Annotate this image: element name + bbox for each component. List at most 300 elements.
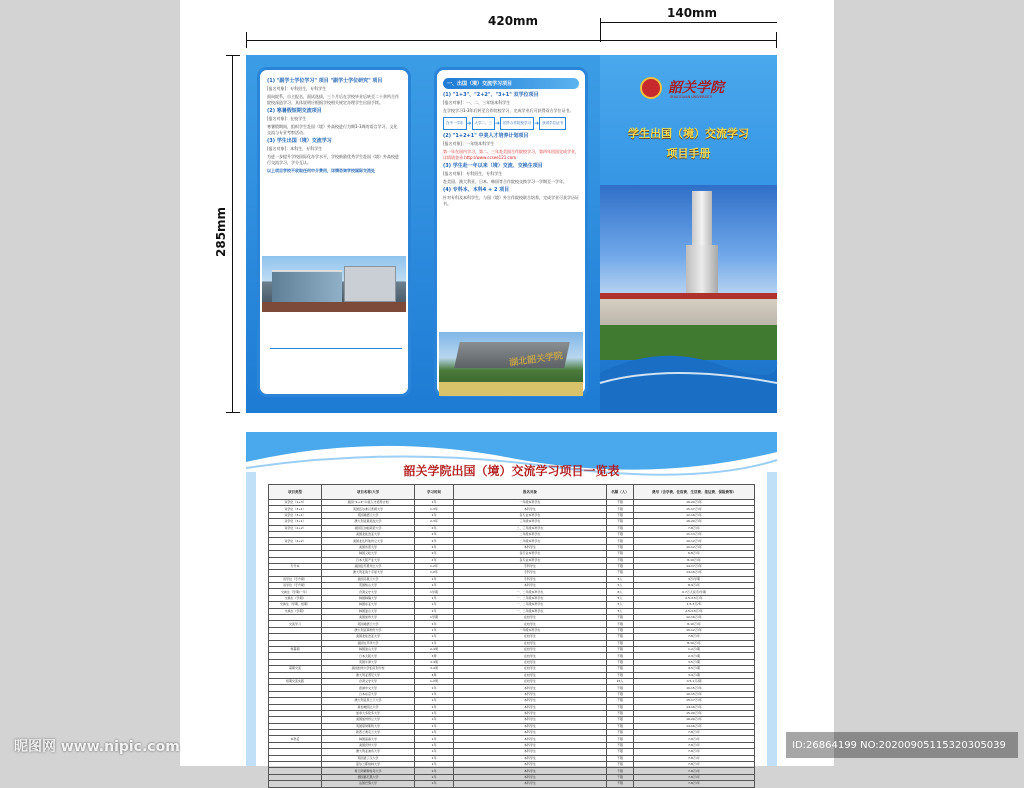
table-cell: 14-16万/年 (634, 704, 755, 710)
section-line: [报名对象]：本科生，专科学生 (267, 146, 323, 151)
table-cell: 2年 (415, 531, 454, 537)
table-cell: 14-17万/年 (634, 563, 755, 569)
table-cell: 1年 (415, 602, 454, 608)
table-cell: 7-8万/年 (634, 525, 755, 531)
table-cell: 1年 (415, 685, 454, 691)
width-dim-tick-left (246, 32, 247, 48)
table-cell: 澳大利亚悉尼大学 (322, 672, 415, 678)
table-cell: 5人 (607, 576, 634, 582)
table-cell: 16-20万/年 (634, 500, 755, 506)
table-cell: 韩国釜山大学 (322, 608, 415, 614)
table-cell: 美国北佐治亚大学 (322, 634, 415, 640)
table-cell (269, 781, 322, 787)
table-cell: 本科学生 (454, 762, 607, 768)
table-cell: 不限 (607, 742, 634, 748)
campus-tower-photo (600, 185, 777, 360)
table-cell: 双学位（3+1） (269, 512, 322, 518)
table-cell: 7-8万/年 (634, 755, 755, 761)
table-cell: 不限 (607, 512, 634, 518)
table-cell: 6-8万/年 (634, 551, 755, 557)
table-cell: 美国加州州立大学 (322, 717, 415, 723)
table-cell: 双学位（2+2） (269, 525, 322, 531)
header-cell: 报名对象 (454, 485, 607, 500)
table-cell: 在校学生 (454, 653, 607, 659)
table-cell: 美国加州大学 (322, 615, 415, 621)
table-cell: 0.5-1万/期 (634, 678, 755, 684)
table-row (269, 781, 755, 787)
table-cell: 本科学生 (454, 768, 607, 774)
table-cell: 交换生（学期） (269, 595, 322, 601)
table-cell: 本科学生 (454, 685, 607, 691)
panel1-section-2 (267, 108, 401, 136)
table-cell: 1年 (415, 768, 454, 774)
table-cell: 不限 (607, 781, 634, 787)
table-cell: 不限 (607, 762, 634, 768)
width-dim-tick-right (776, 32, 777, 48)
table-cell: 不限 (607, 506, 634, 512)
table-cell: 2年 (415, 544, 454, 550)
table-cell: 韩国高丽大学 (322, 736, 415, 742)
table-cell: 双学位（3+1） (269, 519, 322, 525)
banner-text: 一、出国（境）交流学习项目 (447, 81, 513, 87)
item-heading: (2) "1+2+1" 中美人才培养计划项目 (443, 133, 529, 139)
table-cell: 德国慕尼黑大学 (322, 774, 415, 780)
flow-step: 大学二、三 (472, 117, 496, 130)
section-line: 为进一步提升学校国际化办学水平，学校鼓励优秀学生赴国（境）外高校进行交流学习，学分互认。 (267, 154, 399, 165)
table-cell: 1年 (415, 500, 454, 506)
table-cell: 14-16万/年 (634, 570, 755, 576)
table-cell: 2-3万/期 (634, 653, 755, 659)
item-heading: (1) "1+3"、"2+2"、"3+1" 双学位项目 (443, 92, 539, 98)
table-cell: 不限 (607, 615, 634, 621)
table-cell: 3-4周 (415, 659, 454, 665)
table-cell: 本科学生 (454, 774, 607, 780)
table-cell: 美国马里兰大学 (322, 576, 415, 582)
table-cell: 1-2周 (415, 678, 454, 684)
table-cell: 1年 (415, 723, 454, 729)
table-cell: 8-9万/年 (634, 583, 755, 589)
table-cell: 美国太平洋大学 (322, 640, 415, 646)
table-cell: 1年 (415, 583, 454, 589)
table-cell: 在校学生 (454, 621, 607, 627)
table-cell: 1年 (415, 627, 454, 633)
table-cell: 7-8万/年 (634, 781, 755, 787)
table-cell: 韩国又松大学 (322, 551, 415, 557)
table-cell: 本科学生 (454, 544, 607, 550)
table-cell: 1年 (415, 704, 454, 710)
table-cell: 双学位（专升硕） (269, 576, 322, 582)
gate-sign: 湖北韶关学院 (508, 351, 564, 369)
table-cell: 新加坡国立大学 (322, 704, 415, 710)
table-cell: 1学期 (415, 615, 454, 621)
table-cell: 0.7万人民币/学期 (634, 589, 755, 595)
logo-subtext: SHAOGUAN UNIVERSITY (670, 95, 713, 99)
table-cell: 1年 (415, 698, 454, 704)
panel1-section-1 (267, 78, 401, 106)
table-cell: 日本大阪产业大学 (322, 557, 415, 563)
table-cell: 1年 (415, 608, 454, 614)
cover-wave (600, 343, 777, 413)
table-cell: 2.5-3.5万/年 (634, 595, 755, 601)
panel-cover (600, 55, 777, 413)
table-cell: 本科学生 (454, 717, 607, 723)
table-cell: 交换生（学期/一年） (269, 589, 322, 595)
table-cell: 双学位（2+2） (269, 538, 322, 544)
table-cell: 美国肯恩大学 (322, 544, 415, 550)
table-cell: 12-16万/年 (634, 615, 755, 621)
table-cell: 1学期 (415, 589, 454, 595)
panel-left (246, 55, 423, 413)
project-table-sheet (246, 432, 777, 786)
table-cell: 英国曼彻斯特大学 (322, 723, 415, 729)
table-cell: 不限 (607, 768, 634, 774)
table-cell: 5人 (607, 595, 634, 601)
header-cell: 名额（人） (607, 485, 634, 500)
campus-gate-photo (439, 332, 583, 396)
table-cell: 1年 (415, 634, 454, 640)
table-body (269, 500, 755, 788)
table-cell: 美国北佐治亚大学 (322, 531, 415, 537)
table-cell: 英国桑德兰大学 (322, 621, 415, 627)
table-cell: 1年 (415, 781, 454, 787)
table-cell: 不限 (607, 653, 634, 659)
section-heading: (3) 学生出国（境）交流学习 (267, 138, 332, 144)
brochure-outer-side (246, 55, 777, 413)
table-cell: 爱尔兰都柏林大学 (322, 762, 415, 768)
height-dim-tick-bottom (226, 412, 240, 413)
table-cell: 15-20万/年 (634, 710, 755, 716)
table-cell: 不限 (607, 749, 634, 755)
table-cell: 7-8万/年 (634, 749, 755, 755)
table-cell: 8人 (607, 589, 634, 595)
arrow-icon: ➜ (534, 120, 540, 127)
panel-dim-line (600, 22, 777, 23)
table-cell: 不限 (607, 666, 634, 672)
table-cell: 不限 (607, 717, 634, 723)
table-cell: 不限 (607, 659, 634, 665)
table-cell: 不限 (607, 723, 634, 729)
table-cell: 专科学生 (454, 563, 607, 569)
item-heading: (3) 学生赴一年以来（境）交流、交换生项目 (443, 163, 543, 169)
table-cell: 新西兰奥克兰大学 (322, 730, 415, 736)
item-line: 在学校学习1-3年后转至合作院校学习，完成学业后可获得双方学位证书。 (443, 108, 574, 113)
table-cell: 15人 (607, 678, 634, 684)
item-line: [报名对象]：一年级本科学生 (443, 141, 495, 146)
table-cell: 各专业本科学生 (454, 512, 607, 518)
table-cell: 4周 (415, 672, 454, 678)
table-cell: 日本大阪大学 (322, 653, 415, 659)
panel1-note: 以上项目学校不收取任何中介费用，详情咨询学校国际交流处 (267, 168, 375, 173)
table-cell: 3-5万/期 (634, 659, 755, 665)
table-cell: 美国密苏里州立大学 (322, 563, 415, 569)
table-cell: 交换生（学期） (269, 608, 322, 614)
table-cell: 2年 (415, 538, 454, 544)
table-cell: 一年级本科学生 (454, 500, 607, 506)
table-cell: 1年 (415, 755, 454, 761)
table-cell: 台湾义守大学 (322, 678, 415, 684)
table-cell: 英国桑德兰大学 (322, 512, 415, 518)
table-cell: 不限 (607, 730, 634, 736)
table-cell: 美国北达科他州立大学 (322, 538, 415, 544)
table-cell: 澳大利亚堪培拉大学 (322, 519, 415, 525)
table-cell: 1-3年 (415, 506, 454, 512)
table-cell: 16-20万/年 (634, 519, 755, 525)
panel2-banner (443, 78, 579, 89)
table-cell: 一、二年级本科学生 (454, 589, 607, 595)
width-dimension: 420mm (488, 14, 539, 28)
table-cell: 1年 (415, 576, 454, 582)
table-cell: 2-4周 (415, 646, 454, 652)
header-cell: 费用（含学费、住宿费、生活费、签证费、保险费等） (634, 485, 755, 500)
table-cell: 4-5万/期 (634, 666, 755, 672)
arrow-icon: ➜ (495, 120, 501, 127)
panel-dim-tick-left (600, 18, 601, 42)
photo-caption-line (270, 348, 402, 349)
table-cell: 各专业本科学生 (454, 551, 607, 557)
table-cell: 短期交流实践 (269, 678, 322, 684)
table-cell: 日本东京大学 (322, 691, 415, 697)
table-cell: 不限 (607, 519, 634, 525)
flow-step: 获得学位证书 (539, 117, 566, 130)
table-cell: 1年 (415, 595, 454, 601)
table-cell: 1年 (415, 762, 454, 768)
arrow-icon: ➜ (466, 120, 472, 127)
width-dim-line (246, 40, 777, 41)
table-cell: 本科学生 (454, 742, 607, 748)
table-cell: 2.5-3.5万/年 (634, 608, 755, 614)
table-cell: 不限 (607, 640, 634, 646)
table-cell: 不限 (607, 634, 634, 640)
table-cell: 双学位（3+1） (269, 506, 322, 512)
table-cell: 1年 (415, 749, 454, 755)
table-cell: 不限 (607, 570, 634, 576)
table-cell: 7-8万/年 (634, 634, 755, 640)
logo-text: 韶关学院 (668, 80, 724, 96)
table-cell: 不限 (607, 704, 634, 710)
table-cell: 美国加州大学伯克利分校 (322, 666, 415, 672)
panel2-card (434, 67, 588, 397)
project-table (268, 484, 755, 788)
table-cell: 1年 (415, 774, 454, 780)
table-cell: 不限 (607, 500, 634, 506)
right-border-strip (767, 472, 777, 766)
table-cell: 韩国东亚大学 (322, 602, 415, 608)
item-heading: (4) 专科本、本科4 + 2 项目 (443, 187, 510, 193)
table-cell: 美国瓦尔帕莱索大学 (322, 525, 415, 531)
table-cell: 法国巴黎大学 (322, 781, 415, 787)
table-title: 韶关学院出国（境）交流学习项目一览表 (403, 464, 620, 478)
table-cell: 韩国韩瑞大学 (322, 595, 415, 601)
table-cell: 本科学生 (454, 506, 607, 512)
table-cell: 7-8万/年 (634, 742, 755, 748)
table-cell: 不限 (607, 774, 634, 780)
cover-title-line2: 项目手册 (666, 147, 711, 160)
table-cell: 2年 (415, 551, 454, 557)
panel1-section-3 (267, 138, 401, 166)
table-cell: 本科学生 (454, 691, 607, 697)
table-cell: 不限 (607, 538, 634, 544)
table-cell: 专升本 (269, 563, 322, 569)
table-cell: 3万/学期 (634, 576, 755, 582)
table-cell: 3-4万/期 (634, 672, 755, 678)
table-cell: 不限 (607, 551, 634, 557)
header-cell: 学习时间 (415, 485, 454, 500)
table-cell: 暑期交流 (269, 666, 322, 672)
header-cell: 项目类型 (269, 485, 322, 500)
table-cell: 10-15万/年 (634, 691, 755, 697)
table-cell: 1-2万/期 (634, 646, 755, 652)
table-cell: 寒暑期 (269, 646, 322, 652)
table-cell: 不限 (607, 672, 634, 678)
table-cell: 2年 (415, 525, 454, 531)
flow-step: 在中一学年 (443, 117, 467, 130)
section-line: 寒暑假期间，组织学生赴国（境）外高校进行为期1-3周的语言学习、文化交流与专业考察活动。 (267, 124, 398, 135)
table-cell: 三年级本科学生 (454, 519, 607, 525)
table-cell: 英国牛津大学 (322, 659, 415, 665)
table-cell: 专科学生 (454, 576, 607, 582)
table-cell: 澳大利亚莫纳什大学 (322, 627, 415, 633)
table-cell: 双学位（1+3） (269, 500, 322, 506)
section-line: [报名对象]：在校学生 (267, 116, 307, 121)
table-cell: 韩国釜山大学 (322, 646, 415, 652)
table-cell: 在校学生 (454, 646, 607, 652)
table-cell: 二年级本科学生 (454, 531, 607, 537)
table-cell: 8-10万/年 (634, 557, 755, 563)
table-cell: 本科学生 (454, 583, 607, 589)
logo-circle-icon (640, 77, 662, 99)
table-cell: 澳大利亚迪肯大学 (322, 749, 415, 755)
table-cell: 2-3年 (415, 519, 454, 525)
image-id-text: ID:26864199 NO:20200905115320305039 (792, 740, 1006, 751)
table-cell: 在校学生 (454, 666, 607, 672)
table-cell: 交换生（学期、短期） (269, 602, 322, 608)
table-cell: 在校学生 (454, 678, 607, 684)
table-cell: 不限 (607, 531, 634, 537)
table-header-row (269, 485, 755, 500)
table-cell: 10-12万/年 (634, 627, 755, 633)
table-cell: 澳大利亚昆士兰大学 (322, 698, 415, 704)
table-cell: 一、二年级本科学生 (454, 595, 607, 601)
table-cell: 本科学生 (454, 704, 607, 710)
table-cell: 本科学生 (454, 730, 607, 736)
flow-diagram (443, 117, 579, 130)
table-cell: 不限 (607, 646, 634, 652)
section-heading: (1) "副学士学位学习" 项目 "副学士学位研究" 项目 (267, 78, 383, 84)
table-cell: 1年 (415, 710, 454, 716)
table-cell: 3周 (415, 653, 454, 659)
table-cell: 二、三年级本科学生 (454, 525, 607, 531)
table-cell: 10-15万/年 (634, 685, 755, 691)
table-cell: 1年 (415, 512, 454, 518)
table-cell: 1.5-3万/年 (634, 602, 755, 608)
table-cell: 不限 (607, 563, 634, 569)
table-cell: 16-20万/年 (634, 717, 755, 723)
item-line: [报名对象]：专科招生，专科学生 (443, 171, 503, 176)
item-line: 针对专科及本科学生，与国（境）外合作院校联合培养，完成学业可获学历证书。 (443, 195, 579, 206)
table-cell: 二年级本科学生 (454, 538, 607, 544)
table-cell: 10-12万/年 (634, 538, 755, 544)
table-cell: 英国诺丁汉大学 (322, 755, 415, 761)
table-cell: 1年 (415, 742, 454, 748)
table-cell: 7-8万/年 (634, 762, 755, 768)
section-line: 面向院系，自主报名，面试选拔，三个月后在学校毕业后转至二十余所合作院校深造学习，具体说明应根据学校相关规定办理学生出国手续。 (267, 94, 399, 105)
table-cell: 不限 (607, 627, 634, 633)
table-cell: 7-8万/年 (634, 730, 755, 736)
table-cell: 专科学生 (454, 570, 607, 576)
table-cell: 本科学生 (454, 781, 607, 787)
table-cell: 本科学生 (454, 755, 607, 761)
table-cell: 澳大利亚南十字星大学 (322, 570, 415, 576)
table-cell: 7-8万/年 (634, 774, 755, 780)
table-cell: 本科学生 (454, 710, 607, 716)
table-cell: 5人 (607, 583, 634, 589)
table-cell: 美国 "1+3" 中美人才培养计划 (322, 500, 415, 506)
panel-middle (423, 55, 600, 413)
table-cell: 在校学生 (454, 634, 607, 640)
table-cell: 英国知山大学 (322, 583, 415, 589)
table-cell: 11-13万/年 (634, 531, 755, 537)
item-line: [报名对象]：一、二、三年级本科学生 (443, 100, 511, 105)
table-cell: 不限 (607, 710, 634, 716)
table-cell: 一、二年级本科学生 (454, 602, 607, 608)
table-cell: 本科学生 (454, 749, 607, 755)
table-cell: 5人 (607, 608, 634, 614)
cover-title-line1: 学生出国（境）交流学习 (628, 127, 749, 140)
table-cell: 本科后 (269, 736, 322, 742)
table-cell: 不限 (607, 525, 634, 531)
height-dim-tick-top (226, 55, 240, 56)
panel-dimension: 140mm (667, 6, 718, 20)
table-cell: 8-10万/年 (634, 640, 755, 646)
table-cell: 不限 (607, 698, 634, 704)
table-cell: 英国伍尔弗汉普顿大学 (322, 506, 415, 512)
table-cell: 1-2年 (415, 570, 454, 576)
table-cell: 不限 (607, 544, 634, 550)
table-cell: 不限 (607, 736, 634, 742)
table-cell: 2年 (415, 557, 454, 563)
table-cell: 14-16万/年 (634, 723, 755, 729)
table-cell: 本科学生 (454, 723, 607, 729)
table-cell: 在校学生 (454, 672, 607, 678)
table-cell: 双学位（专升硕） (269, 583, 322, 589)
table-cell: 15-17万/年 (634, 506, 755, 512)
table-cell: 美国宾州大学 (322, 742, 415, 748)
section-line: [报名对象]：专科招生，专科学生 (267, 86, 327, 91)
table-cell: 1年 (415, 736, 454, 742)
table-cell: 各专业本科学生 (454, 557, 607, 563)
section-heading: (2) 寒暑假短期交流项目 (267, 108, 322, 114)
header-cell: 项目名称/大学 (322, 485, 415, 500)
table-cell: 3-4周 (415, 666, 454, 672)
nipic-watermark: 昵图网 www.nipic.com (14, 739, 180, 755)
table-cell: 在校学生 (454, 659, 607, 665)
item-line: 赴美国、澳大利亚、日本、韩国等合作院校交换学习一学期至一学年。 (443, 179, 567, 184)
table-cell: 12-16万/年 (634, 512, 755, 518)
table-cell: 交流学习 (269, 621, 322, 627)
panel1-card (257, 67, 411, 397)
table-cell: 1年 (415, 730, 454, 736)
left-border-strip (246, 472, 256, 766)
height-dim-line (232, 55, 233, 413)
table-cell: 加拿大多伦多大学 (322, 710, 415, 716)
table-cell: 8-10万/年 (634, 621, 755, 627)
table-cell: 不限 (607, 557, 634, 563)
table-cell: 1年 (415, 640, 454, 646)
flow-step: 国外合作院校学习 (500, 117, 534, 130)
height-dimension: 285mm (214, 206, 228, 257)
table-cell: 7-8万/年 (634, 736, 755, 742)
campus-building-photo (262, 256, 406, 312)
